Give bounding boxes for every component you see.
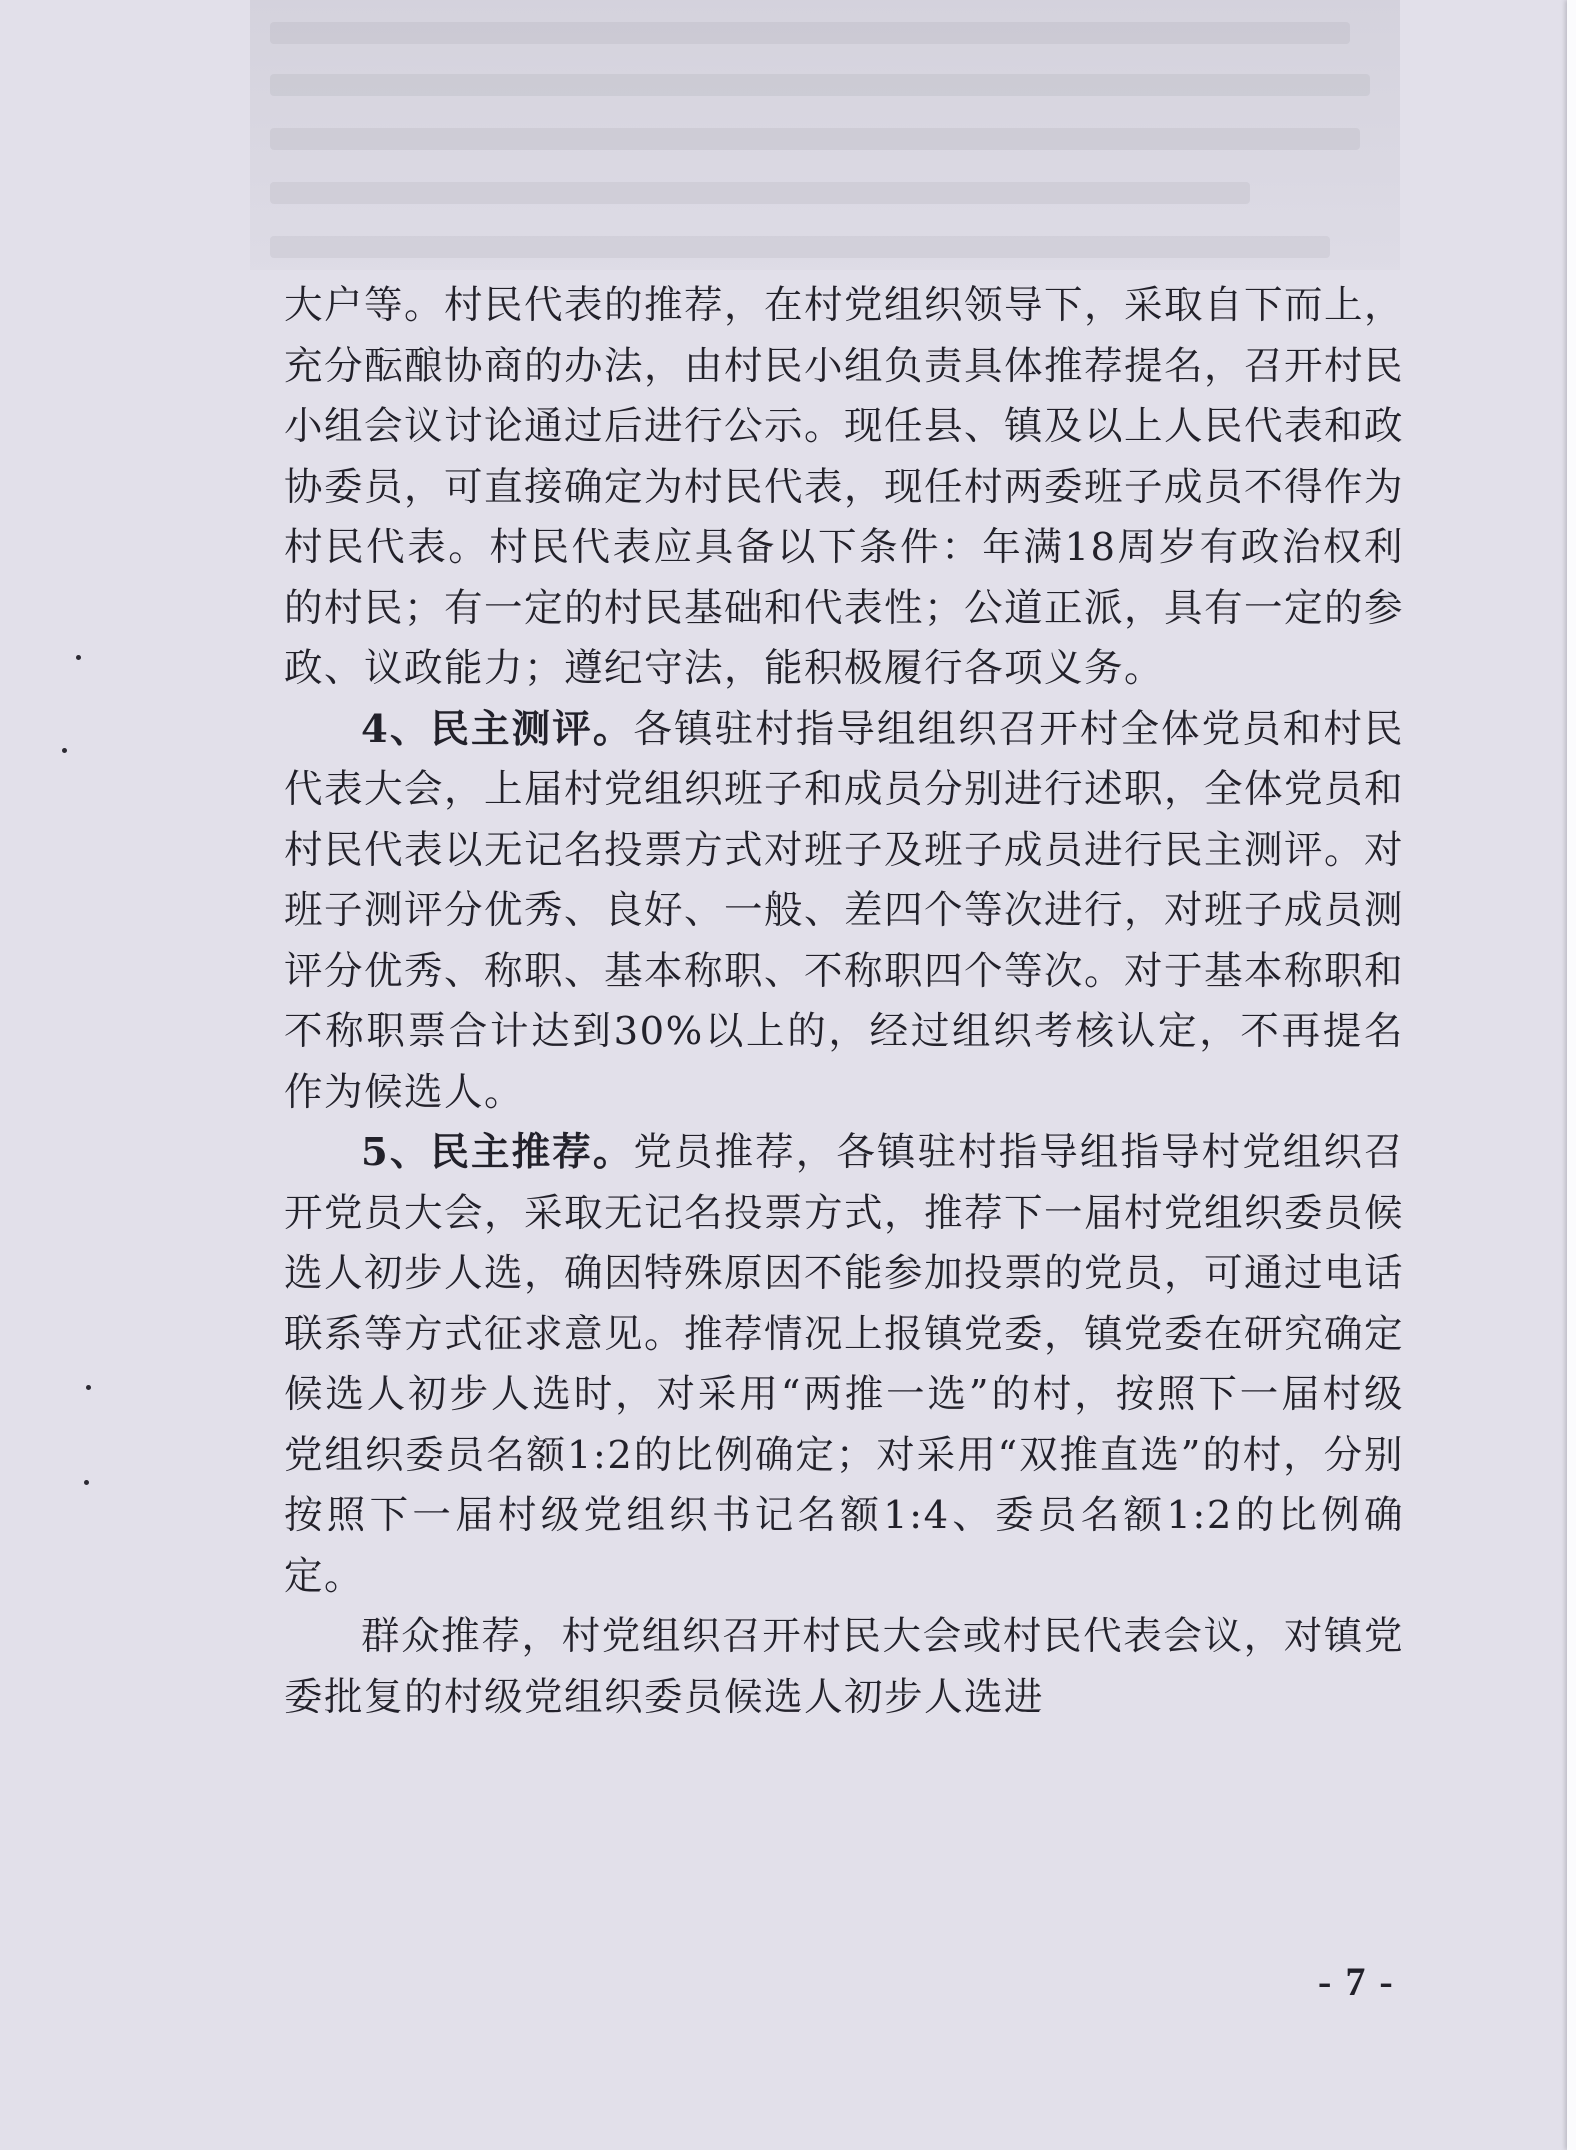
bleed-through-line [270, 236, 1330, 258]
document-body [284, 276, 1404, 1728]
paragraph-text: 大户等。村民代表的推荐，在村党组织领导下，采取自下而上，充分酝酿协商的办法，由村民小组负责具体推荐提名，召开村民小组会议讨论通过后进行公示。现任县、镇及以上人民代表和政协委员，可直接确定为村民代表，现任村两委班子成员不得作为村民代表。村民代表应具备以下条件：年满18周岁有政治权利的村民；有一定的村民基础和代表性；公道正派，具有一定的参政、议政能力；遵纪守法，能积极履行各项义务。 [284, 283, 1405, 691]
bleed-through-line [270, 128, 1360, 150]
paragraph [284, 1607, 1404, 1728]
paragraph [284, 700, 1404, 1124]
paragraph-text: 群众推荐，村党组织召开村民大会或村民代表会议，对镇党委批复的村级党组织委员候选人初步人选进 [284, 1614, 1404, 1720]
bleed-through-line [270, 74, 1370, 96]
bleed-through-line [270, 22, 1350, 44]
page-number: - 7 - [1318, 1959, 1395, 2004]
binding-hole-mark [84, 1480, 89, 1485]
paragraph-text: 党员推荐，各镇驻村指导组指导村党组织召开党员大会，采取无记名投票方式，推荐下一届村党组织委员候选人初步人选，确因特殊原因不能参加投票的党员，可通过电话联系等方式征求意见。推荐情况上报镇党委，镇党委在研究确定候选人初步人选时，对采用“两推一选”的村，按照下一届村级党组织委员名额1:2的比例确定；对采用“双推直选”的村，分别按照下一届村级党组织书记名额1:4、委员名额1:2的比例确定。 [284, 1130, 1405, 1599]
section-heading: 5、民主推荐。 [361, 1130, 634, 1175]
binding-hole-mark [76, 655, 81, 660]
section-heading: 4、民主测评。 [361, 706, 634, 752]
paragraph [284, 1123, 1404, 1607]
binding-hole-mark [62, 748, 67, 753]
paragraph [284, 276, 1404, 700]
scanner-margin [1567, 0, 1576, 2150]
bleed-through-line [270, 182, 1250, 204]
paragraph-text: 各镇驻村指导组组织召开村全体党员和村民代表大会，上届村党组织班子和成员分别进行述职，全体党员和村民代表以无记名投票方式对班子及班子成员进行民主测评。对班子测评分优秀、良好、一般、差四个等次进行，对班子成员测评分优秀、称职、基本称职、不称职四个等次。对于基本称职和不称职票合计达到30%以上的，经过组织考核认定，不再提名作为候选人。 [284, 706, 1405, 1115]
binding-hole-mark [86, 1385, 91, 1390]
